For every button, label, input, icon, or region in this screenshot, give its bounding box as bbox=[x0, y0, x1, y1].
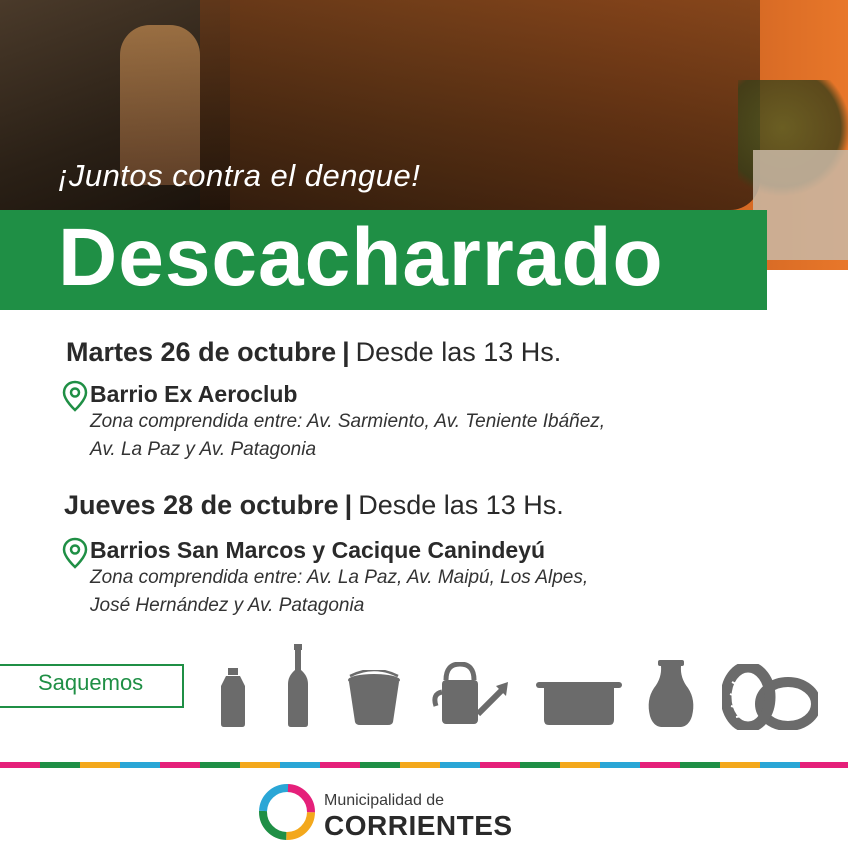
items-icons-row bbox=[210, 640, 830, 735]
location-pin-icon bbox=[62, 537, 88, 569]
page-title: Descacharrado bbox=[58, 212, 664, 303]
event-2-date-line bbox=[64, 490, 564, 521]
photo-truck bbox=[753, 150, 848, 260]
event-1-place: Barrio Ex Aeroclub bbox=[90, 381, 298, 407]
event-2-time: Desde las 13 Hs. bbox=[358, 490, 564, 520]
bucket-icon bbox=[346, 670, 402, 726]
location-pin-icon bbox=[62, 380, 88, 412]
plastic-bottle-icon bbox=[218, 668, 248, 728]
event-2-place: Barrios San Marcos y Cacique Canindeyú bbox=[90, 537, 546, 563]
vase-icon bbox=[646, 660, 696, 728]
saquemos-label: Saquemos bbox=[38, 670, 144, 695]
event-1-separator: | bbox=[342, 337, 350, 367]
event-1-zone-line1: Zona comprendida entre: Av. Sarmiento, Av. Teniente Ibáñez, bbox=[90, 411, 606, 432]
pot-icon bbox=[536, 678, 622, 726]
event-1-date-line bbox=[66, 337, 561, 368]
event-1-time: Desde las 13 Hs. bbox=[355, 337, 562, 367]
event-2-zone-line1: Zona comprendida entre: Av. La Paz, Av. Maipú, Los Alpes, bbox=[90, 567, 589, 588]
event-2-zone-line2: José Hernández y Av. Patagonia bbox=[90, 595, 365, 616]
event-2-separator: | bbox=[344, 490, 353, 520]
tires-icon bbox=[722, 664, 818, 730]
event-1-date: Martes 26 de octubre bbox=[66, 337, 337, 367]
color-stripes-divider bbox=[0, 762, 848, 768]
event-1-zone-line2: Av. La Paz y Av. Patagonia bbox=[90, 439, 317, 460]
glass-bottle-icon bbox=[286, 644, 310, 728]
event-1-zone bbox=[90, 408, 750, 464]
watering-can-icon bbox=[432, 662, 508, 726]
event-2-date: Jueves 28 de octubre bbox=[64, 490, 339, 520]
footer-line1: Municipalidad de bbox=[324, 792, 445, 809]
event-2-zone bbox=[90, 564, 750, 620]
tagline: ¡Juntos contra el dengue! bbox=[58, 158, 421, 193]
municipality-logo-icon bbox=[258, 783, 316, 841]
footer-line2: CORRIENTES bbox=[324, 810, 513, 841]
